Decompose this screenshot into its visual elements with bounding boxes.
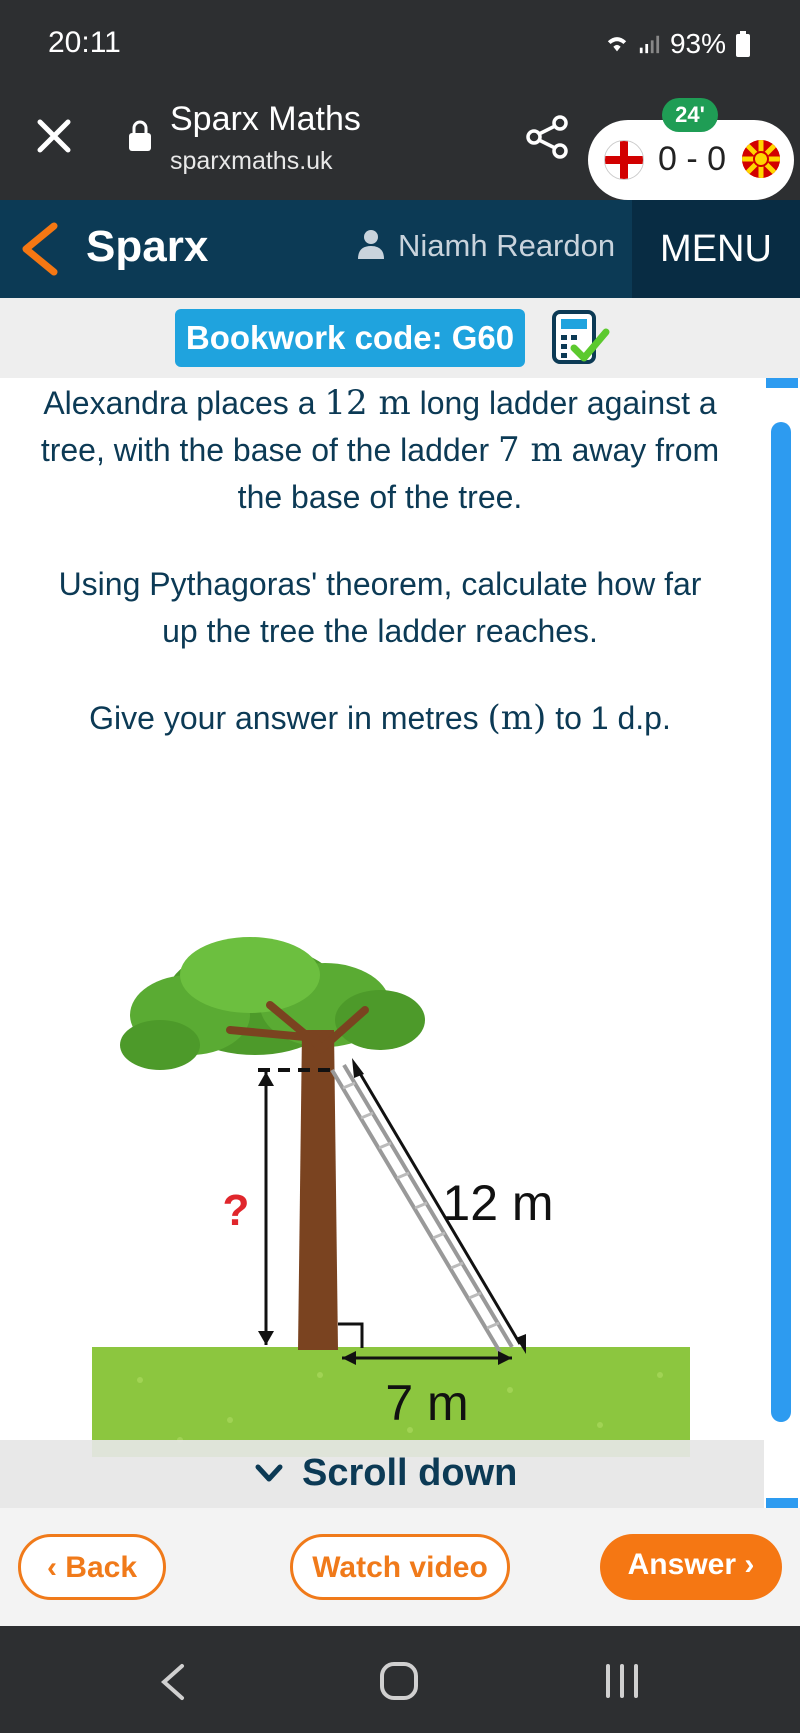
bookwork-code-badge: Bookwork code: G60 — [175, 309, 525, 367]
answer-button[interactable]: Answer › — [600, 1534, 782, 1600]
chevron-down-icon — [254, 1462, 284, 1486]
calculator-check-icon[interactable] — [550, 308, 610, 368]
score-text: 0 - 0 — [658, 140, 727, 178]
chevron-right-small-icon: › — [736, 1548, 755, 1581]
status-icons — [606, 28, 750, 60]
site-title: Sparx Maths — [170, 100, 361, 138]
nav-home-icon[interactable] — [378, 1660, 420, 1702]
ladder-length: 12 m — [324, 383, 411, 423]
england-flag-icon — [604, 140, 644, 180]
tree-trunk — [298, 1030, 338, 1350]
chevron-left-icon[interactable] — [16, 220, 62, 278]
wifi-icon — [606, 33, 628, 55]
nav-back-icon[interactable] — [158, 1662, 188, 1702]
user-icon — [356, 228, 386, 260]
status-time: 20:11 — [48, 26, 121, 59]
ladder-tree-diagram — [80, 920, 700, 1460]
base-distance-label: 7 m — [385, 1375, 469, 1431]
question-paragraph-2: Using Pythagoras' theorem, calculate how far up the tree the ladder reaches. — [58, 566, 702, 649]
base-distance: 7 m — [498, 430, 563, 470]
ladder-length-label: 12 m — [442, 1175, 554, 1231]
question-paragraph-3: Give your answer in metres (m) to 1 d.p. — [89, 698, 671, 738]
sparx-logo[interactable]: Sparx — [86, 222, 209, 271]
lock-icon — [128, 120, 152, 152]
north-macedonia-flag-icon — [742, 140, 780, 178]
match-minute-badge: 24' — [662, 98, 718, 132]
chevron-left-small-icon: ‹ — [46, 1551, 66, 1584]
unknown-height-label: ? — [222, 1186, 250, 1235]
share-icon[interactable] — [524, 114, 570, 160]
user-name[interactable]: Niamh Reardon — [398, 228, 616, 263]
scroll-bottom-marker — [766, 1498, 798, 1508]
back-button[interactable]: ‹ Back — [18, 1534, 166, 1600]
close-icon[interactable] — [34, 116, 74, 156]
question-paragraph-1: Alexandra places a 12 m long ladder against a tree, with the base of the ladder 7 m away from the base of the tree. — [40, 383, 720, 515]
site-url[interactable]: sparxmaths.uk — [170, 147, 333, 175]
battery-percent: 93% — [669, 28, 726, 59]
nav-recent-apps-icon[interactable] — [602, 1662, 642, 1700]
watch-video-button[interactable]: Watch video — [290, 1534, 510, 1600]
battery-icon — [736, 31, 750, 57]
scroll-down-label[interactable]: Scroll down — [302, 1452, 518, 1494]
unit: (m) — [487, 698, 547, 738]
signal-icon — [638, 33, 660, 55]
question-text — [40, 380, 720, 782]
scroll-top-marker — [766, 378, 798, 388]
scrollbar-thumb[interactable] — [771, 422, 791, 1422]
menu-button[interactable]: MENU — [632, 200, 800, 298]
